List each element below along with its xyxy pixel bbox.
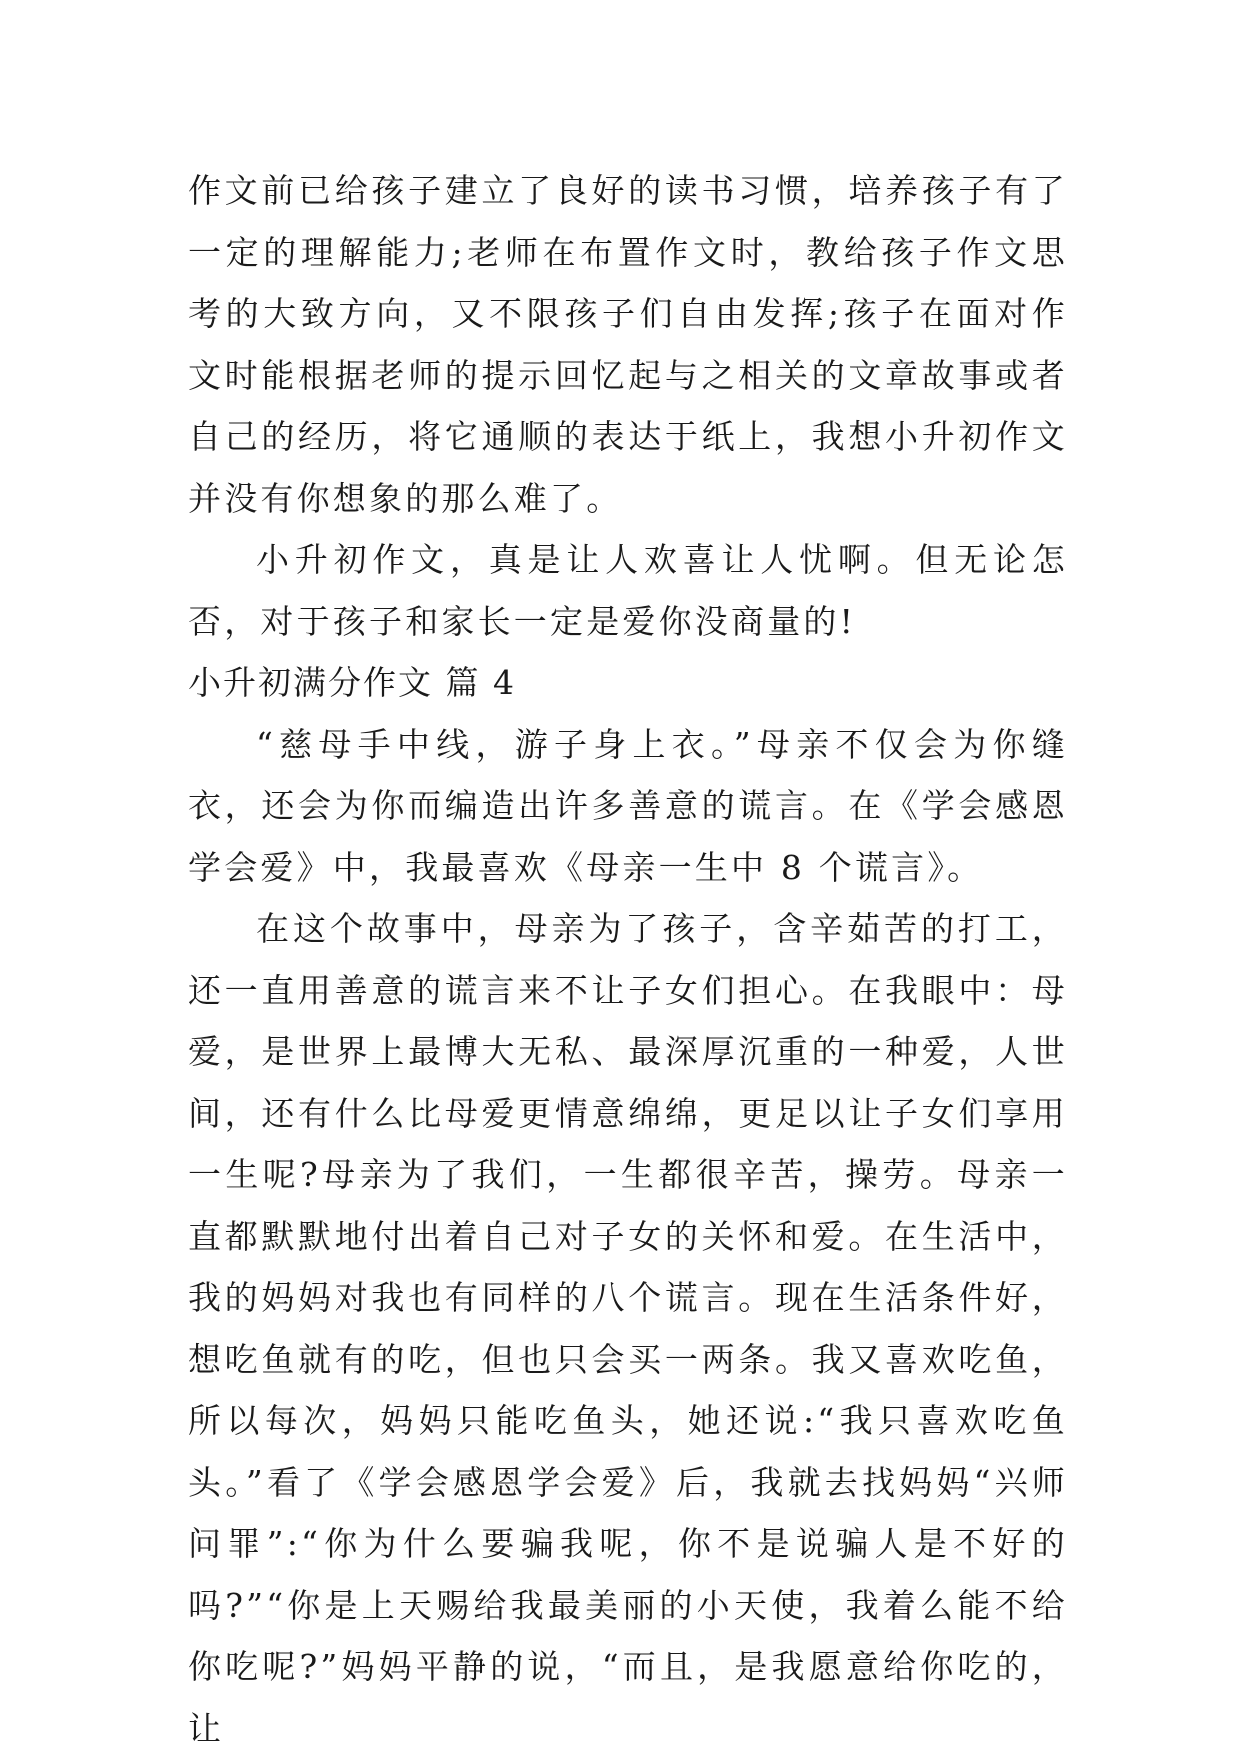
document-body: [188, 160, 1068, 1759]
paragraph-2: 小升初作文，真是让人欢喜让人忧啊。但无论怎否，对于孩子和家长一定是爱你没商量的!: [188, 540, 1068, 641]
section-heading: 小升初满分作文 篇 4: [188, 663, 516, 702]
paragraph-1: 作文前已给孩子建立了良好的读书习惯，培养孩子有了一定的理解能力;老师在布置作文时，教给孩子作文思考的大致方向，又不限孩子们自由发挥;孩子在面对作文时能根据老师的提示回忆起与之相关的文章故事或者自己的经历，将它通顺的表达于纸上，我想小升初作文并没有你想象的那么难了。: [188, 171, 1068, 518]
paragraph-3: “慈母手中线，游子身上衣。”母亲不仅会为你缝衣，还会为你而编造出许多善意的谎言。在《学会感恩学会爱》中，我最喜欢《母亲一生中 8 个谎言》。: [188, 724, 1068, 887]
paragraph-4: 在这个故事中，母亲为了孩子，含辛茹苦的打工，还一直用善意的谎言来不让子女们担心。在我眼中：母爱，是世界上最博大无私、最深厚沉重的一种爱，人世间，还有什么比母爱更情意绵绵，更足以让子女们享用一生呢?母亲为了我们，一生都很辛苦，操劳。母亲一直都默默地付出着自己对子女的关怀和爱。在生活中，我的妈妈对我也有同样的八个谎言。现在生活条件好，想吃鱼就有的吃，但也只会买一两条。我又喜欢吃鱼，所以每次，妈妈只能吃鱼头，她还说:“我只喜欢吃鱼头。”看了《学会感恩学会爱》后，我就去找妈妈“兴师问罪”:“你为什么要骗我呢，你不是说骗人是不好的吗?”“你是上天赐给我最美丽的小天使，我着么能不给你吃呢?”妈妈平静的说，“而且，是我愿意给你吃的，让: [188, 909, 1068, 1748]
